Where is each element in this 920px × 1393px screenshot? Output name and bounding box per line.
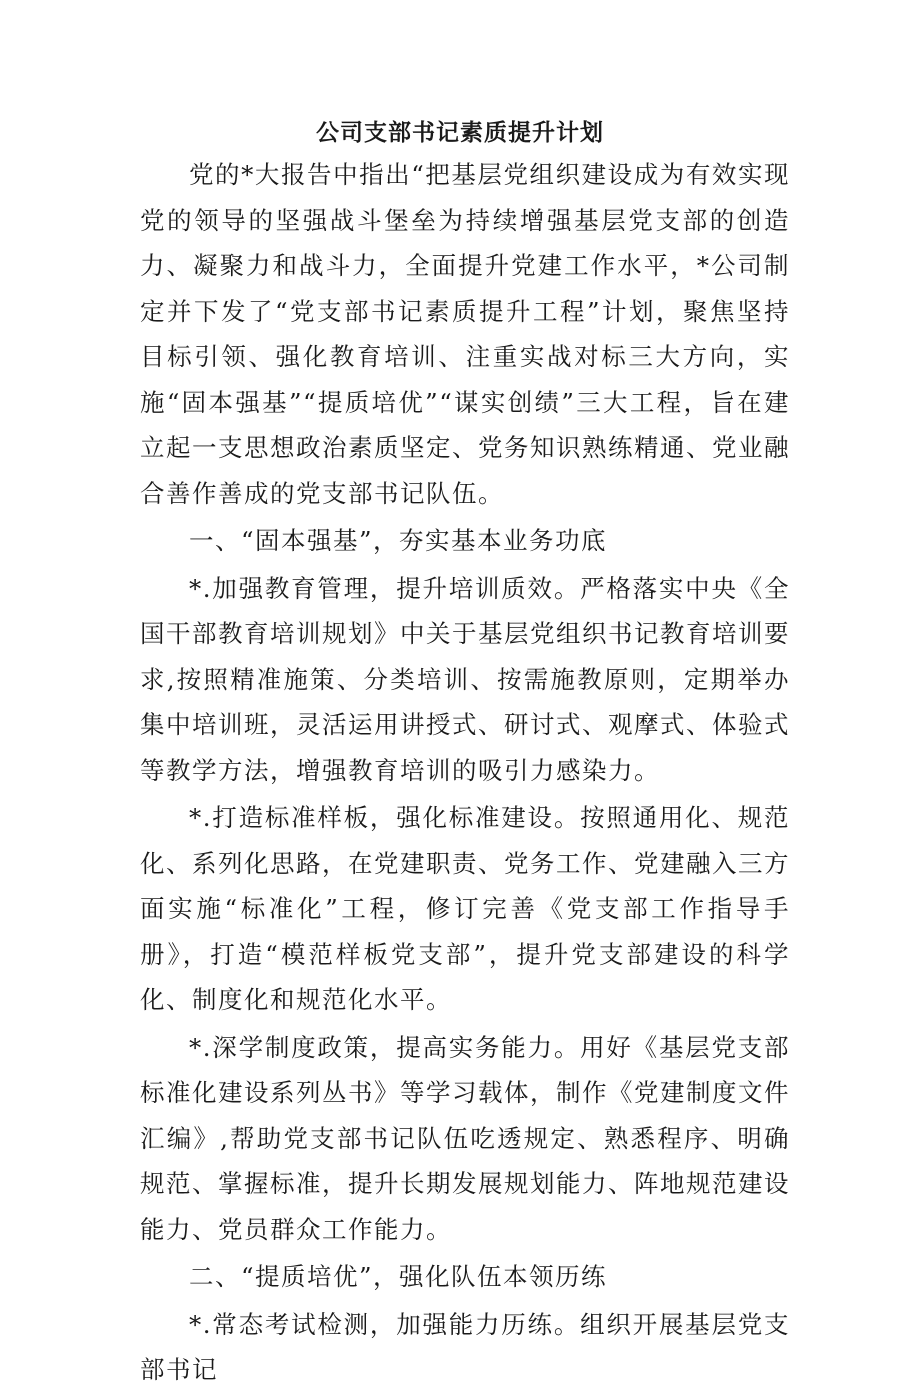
section-heading-2: 二、“提质培优”，强化队伍本领历练 <box>189 1262 608 1291</box>
document-body <box>140 152 790 1393</box>
section-1-item-2: *.打造标准样板，强化标准建设。按照通用化、规范化、系列化思路，在党建职责、党务工作、党建融入三方面实施“标准化”工程，修订完善《党支部工作指导手册》，打造“模范样板党支部”，提升党支部建设的科学化、制度化和规范化水平。 <box>140 803 790 1014</box>
section-2-item-1: *.常态考试检测，加强能力历练。组织开展基层党支部书记 <box>140 1309 790 1384</box>
intro-paragraph: 党的*大报告中指出“把基层党组织建设成为有效实现党的领导的坚强战斗堡垒为持续增强基层党支部的创造力、凝聚力和战斗力，全面提升党建工作水平，*公司制定并下发了“党支部书记素质提升工程”计划，聚焦坚持目标引领、强化教育培训、注重实战对标三大方向，实施“固本强基”“提质培优”“谋实创绩”三大工程，旨在建立起一支思想政治素质坚定、党务知识熟练精通、党业融合善作善成的党支部书记队伍。 <box>140 160 790 508</box>
section-1-item-3: *.深学制度政策，提高实务能力。用好《基层党支部标准化建设系列丛书》等学习载体，制作《党建制度文件汇编》,帮助党支部书记队伍吃透规定、熟悉程序、明确规范、掌握标准，提升长期发展规划能力、阵地规范建设能力、党员群众工作能力。 <box>140 1032 790 1244</box>
section-heading-1: 一、“固本强基”，夯实基本业务功底 <box>189 526 608 555</box>
document-title: 公司支部书记素质提升计划 <box>316 119 604 146</box>
section-1-item-1: *.加强教育管理，提升培训质效。严格落实中央《全国干部教育培训规划》中关于基层党组织书记教育培训要求,按照精准施策、分类培训、按需施教原则，定期举办集中培训班，灵活运用讲授式、研讨式、观摩式、体验式等教学方法，增强教育培训的吸引力感染力。 <box>140 573 790 785</box>
